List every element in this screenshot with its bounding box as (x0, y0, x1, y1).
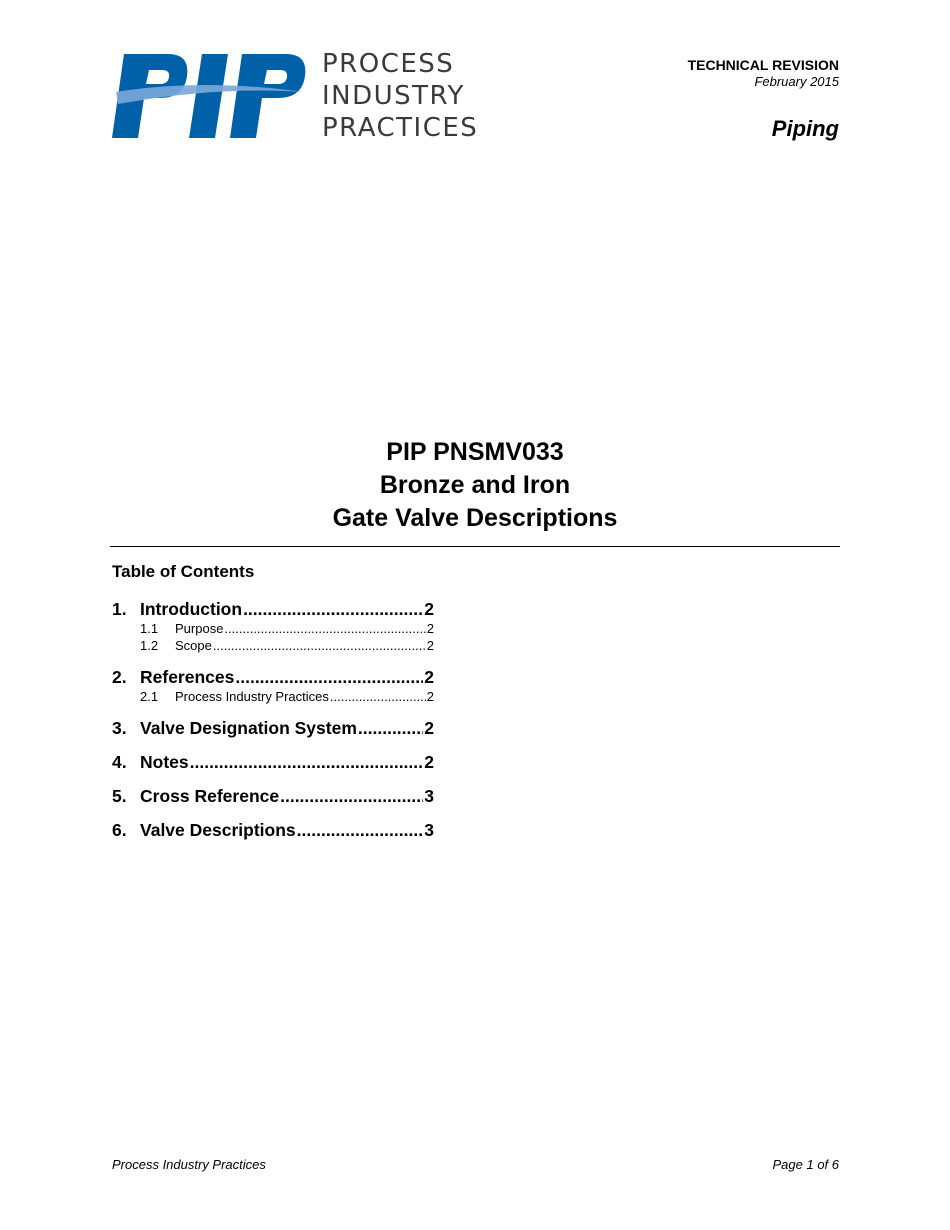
toc-page: 3 (424, 786, 434, 806)
toc-title: Introduction (140, 599, 243, 619)
revision-label: TECHNICAL REVISION (687, 57, 839, 73)
toc-title: Notes (140, 752, 189, 772)
title-divider (110, 546, 840, 547)
toc-leader (235, 666, 423, 688)
toc-page: 2 (426, 621, 434, 636)
toc-title: References (140, 667, 235, 687)
toc-entry-scope[interactable] (112, 637, 434, 654)
toc-number: 5. (112, 786, 127, 806)
logo-word: PROCESS (322, 49, 455, 79)
toc-entry-valve-designation-system[interactable] (112, 717, 434, 739)
toc-number: 1. (112, 599, 127, 619)
toc-title: Scope (175, 638, 212, 653)
toc-leader (280, 785, 423, 807)
toc-title: Valve Descriptions (140, 820, 296, 840)
toc-number: 4. (112, 752, 127, 772)
toc-entry-notes[interactable] (112, 751, 434, 773)
toc-title: Purpose (175, 621, 224, 636)
toc-page: 2 (424, 667, 434, 687)
toc-entry-purpose[interactable] (112, 620, 434, 637)
toc-page: 2 (426, 638, 434, 653)
category-label: Piping (771, 116, 839, 141)
toc-entry-valve-descriptions[interactable] (112, 819, 434, 841)
toc-leader (297, 819, 424, 841)
toc-section (112, 751, 434, 773)
toc-number: 6. (112, 820, 127, 840)
title-line: PIP PNSMV033 (386, 438, 564, 466)
toc-section (112, 819, 434, 841)
toc-section (112, 598, 434, 654)
toc-entry-references[interactable] (112, 666, 434, 688)
footer-page-number: Page 1 of 6 (772, 1157, 839, 1172)
title-line: Bronze and Iron (379, 471, 571, 499)
logo-wordmark (322, 48, 478, 144)
toc-section (112, 785, 434, 807)
toc-leader (213, 637, 426, 654)
toc-title: Valve Designation System (140, 718, 357, 738)
toc-number: 1.2 (140, 638, 159, 653)
toc-leader (243, 598, 423, 620)
toc-page: 3 (424, 820, 434, 840)
toc-leader (224, 620, 425, 637)
toc-leader (358, 717, 423, 739)
toc-heading: Table of Contents (112, 562, 255, 581)
document-title (0, 436, 950, 535)
toc-number: 3. (112, 718, 127, 738)
toc-entry-introduction[interactable] (112, 598, 434, 620)
toc-number: 2.1 (140, 689, 159, 704)
toc-title: Process Industry Practices (175, 689, 329, 704)
toc-title: Cross Reference (140, 786, 280, 806)
logo-word: PRACTICES (322, 113, 479, 143)
revision-block (688, 57, 839, 90)
pip-logo-mark (110, 52, 306, 140)
toc-page: 2 (424, 599, 434, 619)
table-of-contents (112, 562, 434, 853)
toc-page: 2 (426, 689, 434, 704)
toc-section (112, 717, 434, 739)
toc-page: 2 (424, 718, 434, 738)
toc-leader (330, 688, 426, 705)
footer-publisher: Process Industry Practices (112, 1157, 266, 1172)
toc-entry-cross-reference[interactable] (112, 785, 434, 807)
pip-logo (110, 48, 490, 148)
toc-page: 2 (424, 752, 434, 772)
toc-entry-process-industry-practices[interactable] (112, 688, 434, 705)
toc-section (112, 666, 434, 705)
toc-leader (190, 751, 424, 773)
toc-number: 2. (112, 667, 127, 687)
title-line: Gate Valve Descriptions (332, 504, 618, 532)
revision-date: February 2015 (754, 74, 839, 89)
logo-word: INDUSTRY (322, 81, 465, 111)
toc-number: 1.1 (140, 621, 159, 636)
